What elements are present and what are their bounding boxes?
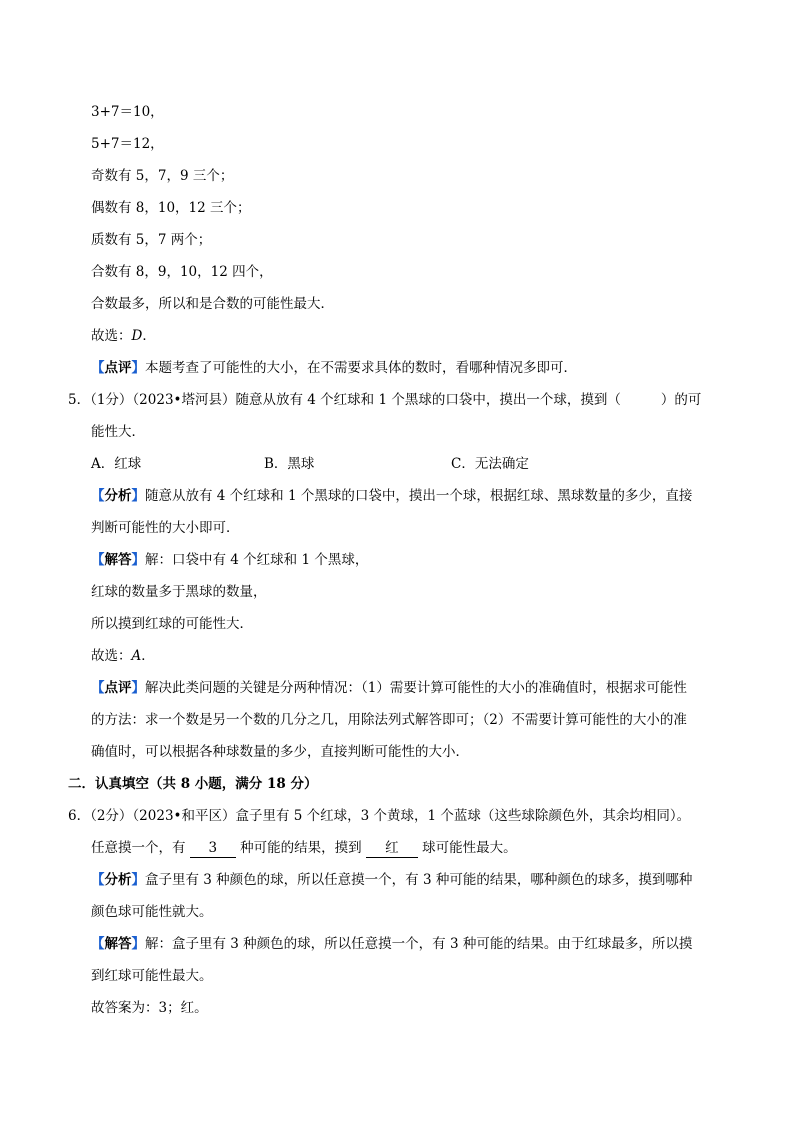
q6-analysis-bracket-left: 【 [91,872,105,888]
q6-stem-line-2 [91,838,517,858]
q5-comment-line-1 [91,678,687,698]
q5-stem-b: ）的可 [660,392,702,408]
q6-analysis-line-1 [91,870,692,890]
q6-solution-bracket-right: 】 [131,936,145,952]
q4-answer-choice: D [131,328,143,344]
q5-answer-choice: A [131,648,142,664]
q5-analysis-tag: 分析 [104,488,132,504]
q5-analysis-line-2: 判断可能性的大小即可． [91,520,240,536]
q5-stem-line-2: 能性大． [91,424,145,440]
q5-option-b: B．黑球 [264,456,315,472]
q4-comment-bracket-left: 【 [91,360,105,376]
section-2-title: 二．认真填空（共 8 小题，满分 18 分） [68,776,318,792]
q5-analysis-bracket-left: 【 [91,488,105,504]
q4-answer-prefix: 故选： [91,328,132,344]
q5-option-a: A．红球 [91,456,142,472]
q5-comment-line-2: 的方法：求一个数是另一个数的几分之几，用除法列式解答即可；（2）不需要计算可能性的大小的准 [91,712,687,728]
q5-solution-line-1 [91,550,368,570]
q5-comment-bracket-right: 】 [131,680,145,696]
q5-stem-a: （1分）（2023•塔河县）随意从放有 4 个红球和 1 个黑球的口袋中，摸出一个球，摸到（ [90,392,621,408]
q5-solution-text-1: 解：口袋中有 4 个红球和 1 个黑球， [145,552,369,568]
q5-answer-prefix: 故选： [91,648,132,664]
q4-comment-text: 本题考查了可能性的大小，在不需要求具体的数时，看哪种情况多即可． [145,360,577,376]
calc-line-2: 5+7＝12， [91,136,164,152]
q5-option-c: C．无法确定 [451,456,529,472]
q5-solution-bracket-right: 】 [131,552,145,568]
summary-even: 偶数有 8，10，12 三个； [91,200,251,216]
q5-comment-line-3: 确值时，可以根据各种球数量的多少，直接判断可能性的大小． [91,744,469,760]
q6-blank-2: 红 [366,839,418,858]
q6-answer: 故答案为：3；红。 [91,1000,208,1016]
q6-solution-text-1: 解：盒子里有 3 种颜色的球，所以任意摸一个，有 3 种可能的结果。由于红球最多，所以摸 [145,936,693,952]
q6-solution-tag: 解答 [104,936,132,952]
q6-stem-line-1 [68,806,690,826]
q5-stem-line-1 [68,390,701,410]
summary-prime: 质数有 5，7 两个； [91,232,212,248]
q6-stem-2c: 球可能性最大。 [417,840,517,856]
q4-comment-bracket-right: 】 [131,360,145,376]
q5-comment-tag: 点评 [104,680,132,696]
q5-comment-text-1: 解决此类问题的关键是分两种情况：（1）需要计算可能性的大小的准确值时，根据求可能性 [145,680,687,696]
q5-solution-bracket-left: 【 [91,552,105,568]
summary-odd: 奇数有 5，7，9 三个； [91,168,234,184]
q5-answer [91,646,155,666]
q6-stem-2b: 种可能的结果，摸到 [235,840,366,856]
q4-comment [91,358,577,378]
q5-solution-tag: 解答 [104,552,132,568]
q4-answer-suffix: ． [142,328,156,344]
q5-number: 5． [68,392,91,408]
q6-blank-1: 3 [190,839,236,858]
q4-comment-tag: 点评 [104,360,132,376]
q5-answer-suffix: ． [141,648,155,664]
q6-analysis-line-2: 颜色球可能性就大。 [91,904,213,920]
q6-number: 6． [68,808,91,824]
q5-analysis-text-1: 随意从放有 4 个红球和 1 个黑球的口袋中，摸出一个球，根据红球、黑球数量的多少，直接 [145,488,693,504]
summary-composite: 合数有 8，9，10，12 四个， [91,264,273,280]
q4-answer [91,326,156,346]
q6-analysis-bracket-right: 】 [131,872,145,888]
q5-solution-line-2: 红球的数量多于黑球的数量， [91,584,267,600]
q6-solution-line-2: 到红球可能性最大。 [91,968,213,984]
calc-line-1: 3+7＝10， [91,104,164,120]
q6-solution-line-1 [91,934,692,954]
q5-options [91,454,529,474]
q6-analysis-tag: 分析 [104,872,132,888]
q5-analysis-line-1 [91,486,692,506]
summary-conclusion: 合数最多，所以和是合数的可能性最大． [91,296,334,312]
q6-stem-1: （2分）（2023•和平区）盒子里有 5 个红球，3 个黄球，1 个蓝球（这些球除颜色外，其余均相同）。 [90,808,691,824]
q5-comment-bracket-left: 【 [91,680,105,696]
q5-solution-line-3: 所以摸到红球的可能性大． [91,616,253,632]
q6-analysis-text-1: 盒子里有 3 种颜色的球，所以任意摸一个，有 3 种可能的结果，哪种颜色的球多，摸到哪种 [145,872,693,888]
q6-stem-2a: 任意摸一个，有 [91,840,190,856]
q5-analysis-bracket-right: 】 [131,488,145,504]
q6-solution-bracket-left: 【 [91,936,105,952]
